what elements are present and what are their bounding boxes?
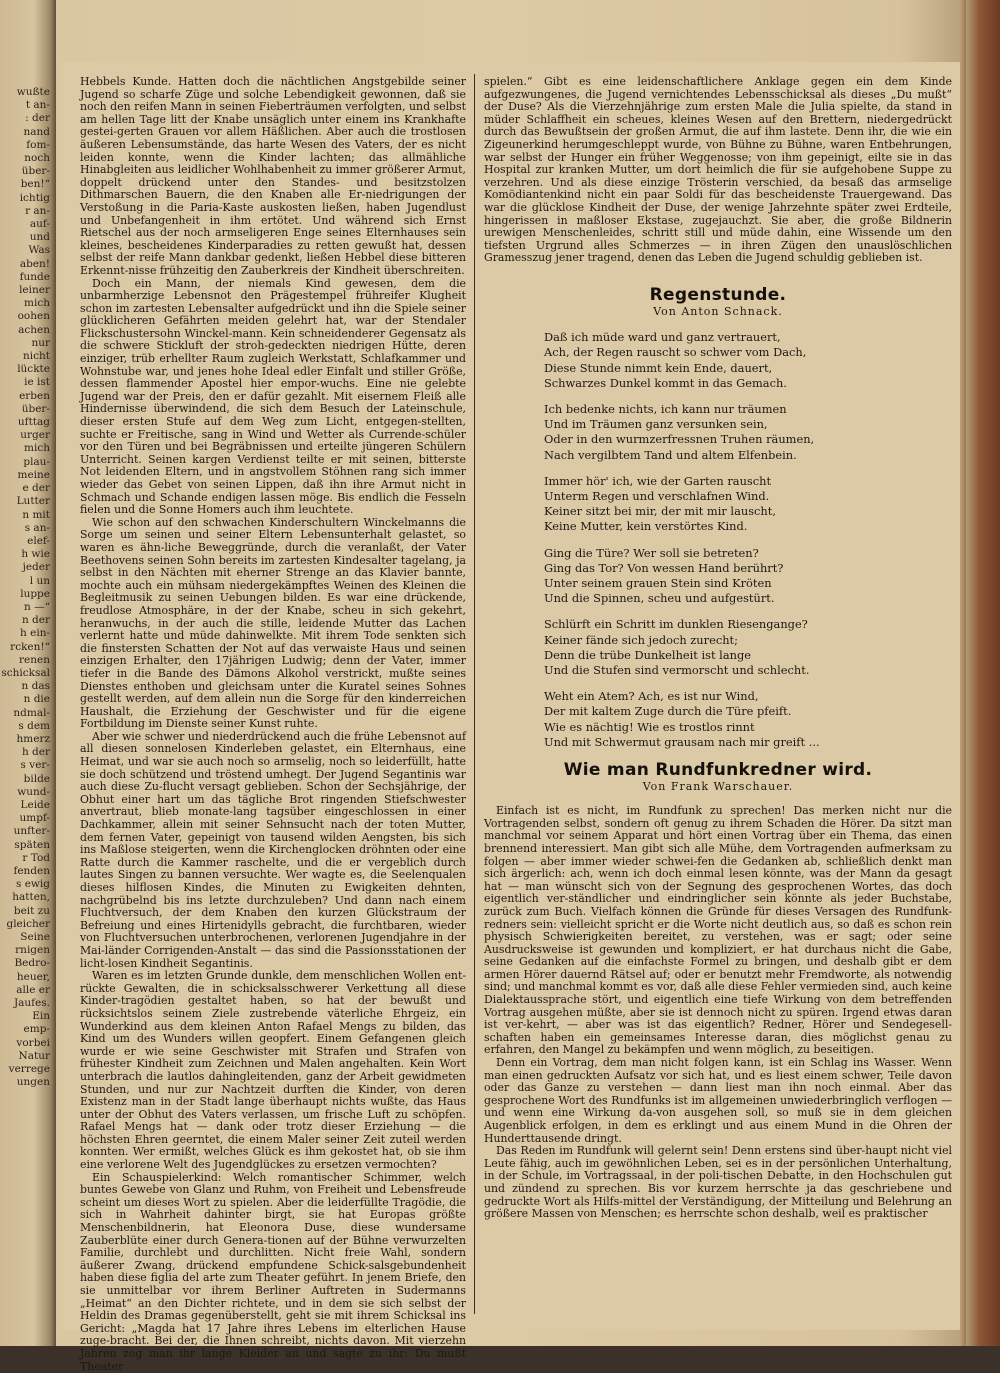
poem-title: Regenstunde. bbox=[649, 284, 787, 305]
gutter-line: achen bbox=[18, 323, 50, 336]
poem-line: Schwarzes Dunkel kommt in das Gemach. bbox=[544, 375, 787, 390]
gutter-line: beit zu bbox=[13, 904, 50, 917]
gutter-line: Leide bbox=[20, 798, 50, 811]
gutter-line: gleicher bbox=[6, 917, 50, 930]
gutter-line: lückte bbox=[17, 363, 50, 376]
adjacent-page-margin bbox=[0, 0, 56, 1346]
poem-line: Nach vergilbtem Tand und altem Elfenbein. bbox=[544, 447, 797, 462]
poem-line: Weht ein Atem? Ach, es ist nur Wind, bbox=[544, 689, 759, 704]
poem-line: Ging das Tor? Von wessen Hand berührt? bbox=[544, 560, 784, 575]
gutter-line: mich bbox=[24, 442, 50, 455]
poem-line: Denn die trübe Dunkelheit ist lange bbox=[544, 647, 751, 662]
gutter-line: alle er bbox=[16, 983, 50, 996]
duse-continuation: spielen.“ Gibt es eine leidenschaftlichere Anklage gegen ein dem Kinde aufgezwungenes, die Jugend vernichtendes Lebensschicksal als dieses „Du mußt“ der Duse? Als die Vierzehnjährige zum ersten Male die Julia spielte, da stand in müder Schlaffheit ein scheues, kleines Wesen auf den Brettern, niedergedrückt durch das Bewußtsein der großen Armut, die auf ihm lastete. Denn ihr, die wie ein Zigeunerkind herumgeschleppt wurde, von Bühne zu Bühne, waren Entbehrungen, war selbst der Hunger ein früher Weggenosse; von ihm gepeinigt, eilte sie in das Hospital zur kranken Mutter, um dort heimlich die für sie aufgehobene Suppe zu verzehren. Und als diese einzige Trösterin verschied, da besaß das armselige Komödiantenkind nicht ein paar Soldi für das bescheidenste Trauergewand. Das war die glücklose Kindheit der Duse, der wenige Jahrzehnte später zwei Erdteile, hingerissen in maßloser Ekstase, zugejauchzt. Sie aber, die große Bildnerin urewigen Menschenleides, schritt still und müde dahin, eine Wissende um den tiefsten Urgrund alles Schmerzes — in ihren Zügen den unauslöschlichen Gramesszug jener tragend, denen das Leben die Jugend schuldig geblieben ist. bbox=[484, 75, 952, 265]
gutter-line: nur bbox=[31, 336, 50, 349]
gutter-line: späten bbox=[14, 838, 50, 851]
gutter-line: Was bbox=[28, 244, 50, 257]
left-paragraph: Hebbels Kunde. Hatten doch die nächtlichen Angstgebilde seiner Jugend so scharfe Züge und solche Lebendigkeit gewonnen, daß sie noch den reifen Mann in seinen Fieberträumen verfolgten, und selbst am hellen Tage litt der Knabe unsäglich unter einem ins Krankhafte gestei-gerten Grauen vor allem Häßlichen. Aber auch die trostlosen äußeren Lebensumstände, das harte Wesen des Vaters, der es nicht leiden konnte, wenn die Kinder lachten; das allmähliche Hinabgleiten aus leidlicher Wohlhabenheit zu immer größerer Armut, doppelt drückend unter den Standes- und besitzstolzen Dithmarschen Bauern, die den Knaben alle Er-niedrigungen der Verstoßung in die Paria-Kaste auskosten ließen, haben Jugendlust und Unbefangenheit in ihm ertötet. Und während sich Ernst Rietschel aus der noch armseligeren Enge seines Elternhauses sein kleines, bescheidenes Kinderparadies zu retten gewußt hat, dessen selbst der reife Mann dankbar gedenkt, ließen Hebbel diese bitteren Erkennt-nisse frühzeitig den Zauberkreis der Kindheit überschreiten. bbox=[80, 75, 466, 277]
gutter-line: leiner bbox=[19, 284, 50, 297]
gutter-line: ndmal- bbox=[13, 706, 50, 719]
left-paragraph: Aber wie schwer und niederdrückend auch die frühe Lebensnot auf all diesen sonnelosen Kinderleben gelastet, ein Elternhaus, eine Heimat, und war sie auch noch so armselig, noch so leiderfüllt, hatte sie doch schützend und tröstend umhegt. Der Jugend Segantinis war auch diese Zu-flucht versagt geblieben. Schon der Sechsjährige, der Obhut einer hart um das tägliche Brot ringenden Stiefschwester anvertraut, blieb monate-lang tagsüber eingeschlossen in einer Dachkammer, allein mit seiner Sehnsucht nach der toten Mutter, dem fernen Vater, gepeinigt von tausend wilden Aengsten, bis sich ins Maßlose steigerten, wenn die Kirchenglocken dröhnten oder eine Ratte durch die Kammer raschelte, und die er vergeblich durch lautes Singen zu bannen versuchte. Wer wagte es, die Seelenqualen dieses hilflosen Kindes, die Minuten zu Ewigkeiten dehnten, nachgrübelnd bis ins letzte durchzuleben? Und dann nach einem Fluchtversuch, der dem Knaben den kurzen Glückstraum der Befreiung und eines Hirtenidylls gebracht, die furchtbaren, wieder von Fluchtversuchen unterbrochenen, verlorenen Jugendjahre in der Mai-länder Corrigenden-Anstalt — das sind die Passionsstationen der licht-losen Kindheit Segantinis. bbox=[80, 729, 466, 970]
poem-line: Und die Spinnen, scheu und aufgestürt. bbox=[544, 591, 775, 606]
gutter-line: l un bbox=[29, 574, 50, 587]
article-paragraph: Denn ein Vortrag, dem man nicht folgen kann, ist ein Schlag ins Wasser. Wenn man einen gedruckten Aufsatz vor sich hat, und es liest einem schwer, Teile davon oder das Ganze zu verstehen — dann liest man ihn noch einmal. Aber das gesprochene Wort des Rundfunks ist im allgemeinen unwiederbringlich verflogen — und wenn eine Wirkung da-von ausgehen soll, so muß sie in dem gleichen Augenblick erfolgen, in dem es erklingt und aus einem Mund in die Ohren der Hunderttausende dringt. bbox=[484, 1056, 952, 1145]
gutter-line: wund- bbox=[17, 785, 50, 798]
left-paragraph: Ein Schauspielerkind: Welch romantischer Schimmer, welch buntes Gewebe von Glanz und Ruhm, von Freiheit und Lebensfreude scheint um dieses Wort zu spielen. Aber die leiderfüllte Tragödie, die sich in Wahrheit dahinter birgt, sie hat Europas größte Menschenbildnerin, hat Eleonora Duse, diese wundersame Zauberblüte einer durch Genera-tionen auf der Bühne verwurzelten Familie, durchlebt und durchlitten. Nicht freie Wahl, sondern äußerer Zwang, drückend empfundene Schick-salsgebundenheit haben diese figlia del arte zum Theater geführt. In jenem Briefe, den sie unmittelbar vor ihrem Berliner Auftreten in Sudermanns „Heimat“ an den Dichter richtete, und in dem sie sich selbst der Heldin des Dramas gegenüberstellt, geht sie mit ihrem Schicksal ins Gericht: „Magda hat 17 Jahre ihres Lebens im elterlichen Hause zuge-bracht. Bei der, die Ihnen schreibt, nichts davon. Mit vierzehn Jahren zog man ihr lange Kleider an und sagte zu ihr: Du mußt Theater bbox=[80, 1170, 466, 1373]
gutter-line: s an- bbox=[24, 521, 50, 534]
left-paragraph: Waren es im letzten Grunde dunkle, dem menschlichen Wollen ent-rückte Gewalten, die in schicksalsschwerer Verkettung all diese Kinder-tragödien gestaltet haben, so hat der bewußt und rücksichtslos seinem Ziele zustrebende väterliche Ehrgeiz, ein Wunderkind aus dem kleinen Anton Rafael Mengs zu bilden, das Kind um des Wunders willen geopfert. Einem Gefangenen gleich wurde er wie seine Geschwister mit Strafen und Strafen von frühester Kindheit zum Zeichnen und Malen angehalten. Kein Wort unterbrach die lautlos dahingleitenden, ganz der Arbeit gewidmeten Stunden, und nur zur Nachtzeit durften die Kinder, von deren Existenz man in der Stadt lange überhaupt nichts wußte, das Haus unter der Obhut des Vaters verlassen, um frische Luft zu schöpfen. Rafael Mengs hat — dank oder trotz dieser Erziehung — die höchsten Ehren geerntet, die einem Maler seiner Zeit zuteil werden konnten. Wer ermißt, welches Glück es ihm gekostet hat, ob sie ihm eine verlorene Welt des Jugendglückes zu ersetzen vermochten? bbox=[80, 969, 466, 1172]
article-author: Von Frank Warschauer. bbox=[642, 779, 794, 793]
gutter-line: Jaufes. bbox=[13, 997, 50, 1010]
gutter-line: n mit bbox=[22, 508, 50, 521]
poem-line: Keiner sitzt bei mir, der mit mir lauscht, bbox=[544, 504, 776, 519]
gutter-line: über- bbox=[21, 402, 50, 415]
right-column bbox=[484, 76, 952, 1221]
gutter-line: ufttag bbox=[17, 416, 50, 429]
gutter-line: Bedro- bbox=[14, 957, 50, 970]
gutter-line: schicksal bbox=[1, 666, 50, 679]
poem-line: Immer hör' ich, wie der Garten rauscht bbox=[544, 473, 772, 488]
poem-stanza bbox=[544, 546, 952, 607]
gutter-line: plau- bbox=[23, 455, 50, 468]
gutter-line: e der bbox=[22, 482, 50, 495]
poem-line: Und im Träumen ganz versunken sein, bbox=[544, 417, 768, 432]
gutter-line: emp- bbox=[23, 1023, 50, 1036]
poem-line: Keiner fände sich jedoch zurecht; bbox=[544, 632, 738, 647]
gutter-line: n —“ bbox=[24, 600, 50, 613]
gutter-line: t an- bbox=[25, 99, 50, 112]
gutter-line: über- bbox=[21, 165, 50, 178]
gutter-line: fenden bbox=[13, 864, 50, 877]
poem-author: Von Anton Schnack. bbox=[653, 304, 783, 318]
gutter-line: wußte bbox=[16, 86, 50, 98]
gutter-line: unfter- bbox=[13, 825, 50, 838]
gutter-line: vorbei bbox=[16, 1036, 50, 1049]
poem-stanza bbox=[544, 474, 952, 535]
gutter-line: und bbox=[29, 231, 50, 244]
gutter-line: mich bbox=[24, 297, 50, 310]
article-paragraph: Das Reden im Rundfunk will gelernt sein! Denn erstens sind über-haupt nicht viel Leute fähig, auch im gewöhnlichen Leben, sei es in der persönlichen Unterhaltung, in der Schule, im Vortragssaal, in der poli-tischen Debatte, in den Hochschulen gut und zündend zu sprechen. Bis vor kurzem herrschte ja das geschriebene und gedruckte Wort als Hilfs-mittel der Verständigung, der Mitteilung und Belehrung an größere Massen von Menschen; es herrschte schon deshalb, weil es praktischer bbox=[484, 1144, 952, 1221]
poem-line: Oder in den wurmzerfressnen Truhen räumen, bbox=[544, 432, 815, 447]
poem-line: Unter seinem grauen Stein sind Kröten bbox=[544, 575, 772, 590]
gutter-line: meine bbox=[17, 468, 50, 481]
gutter-line: jeder bbox=[22, 561, 50, 574]
gutter-line: Seine bbox=[20, 931, 50, 943]
gutter-line: s dem bbox=[18, 719, 50, 732]
gutter-line: noch bbox=[24, 152, 50, 165]
gutter-line: umpf- bbox=[19, 812, 50, 825]
gutter-line: luppe bbox=[20, 587, 50, 600]
article-paragraph: Einfach ist es nicht, im Rundfunk zu sprechen! Das merken nicht nur die Vortragenden selbst, sondern oft genug zu ihrem Schaden die Hörer. Da sitzt man manchmal vor seinem Apparat und hört einen Vortrag über ein Thema, das einen brennend interessiert. Man gibt sich alle Mühe, dem Vortragenden aufmerksam zu folgen — aber immer wieder schwei-fen die Gedanken ab, schließlich denkt man sich ärgerlich: ach, wenn ich doch einmal lesen könnte, was der Mann da gesagt hat — man wünscht sich von der Segnung des gesprochenen Wortes, das doch eigentlich ver-ständlicher und eindringlicher sein könnte als jeder Buchstabe, zurück zum Buch. Vielfach können die Gründe für dieses Versagen des Rundfunk-redners sein: vielleicht spricht er die Worte nicht deutlich aus, so daß es schon rein physisch Schwierigkeiten bereitet, zu verstehen, was er sagt; oder seine Ausdrucksweise ist gewunden und kompliziert, er hat durchaus nicht die Gabe, seine Gedanken auf die einfachste Formel zu bringen, und deshalb gibt er dem armen Hörer dauernd Rätsel auf; oder er benutzt mehr Fremdworte, als notwendig sind; und manchmal kommt es vor, daß alle diese Fehler vermieden sind, auch keine Dialektaussprache stört, und eigentlich eine tiefe Wirkung von dem betreffenden Vortrag ausgehen müßte, aber sie ist dennoch nicht zu spüren. Irgend etwas daran ist ver-kehrt, — aber was ist das eigentlich? Redner, Hörer und Sendegesell-schaften haben ein gemeinsames Interesse daran, dies möglichst genau zu erfahren, den Mangel zu bekämpfen und wenn möglich, zu beseitigen. bbox=[484, 804, 952, 1057]
gutter-line: h der bbox=[21, 746, 50, 759]
poem-line: Schlürft ein Schritt im dunklen Riesengange? bbox=[544, 617, 808, 632]
gutter-line: ie ist bbox=[24, 376, 50, 389]
gutter-line: renen bbox=[19, 653, 50, 666]
gutter-line: Ein bbox=[32, 1010, 50, 1023]
gutter-line: n die bbox=[23, 693, 50, 706]
poem-line: Ich bedenke nichts, ich kann nur träumen bbox=[544, 401, 787, 416]
gutter-line: r an- bbox=[25, 204, 50, 217]
poem-line: Ging die Türe? Wer soll sie betreten? bbox=[544, 545, 759, 560]
poem-stanza bbox=[544, 402, 952, 463]
article-title: Wie man Rundfunkredner wird. bbox=[563, 759, 873, 780]
gutter-line: aben! bbox=[19, 257, 50, 270]
gutter-line: fom- bbox=[26, 138, 50, 151]
gutter-line: urger bbox=[20, 429, 50, 442]
poem-line: Und mit Schwermut grausam nach mir greift ... bbox=[544, 734, 820, 749]
gutter-line: nand bbox=[23, 125, 50, 138]
gutter-line: auf- bbox=[29, 218, 50, 231]
poem-line: Daß ich müde ward und ganz vertrauert, bbox=[544, 330, 781, 345]
gutter-line: r Tod bbox=[22, 851, 50, 864]
gutter-line: ungen bbox=[16, 1076, 50, 1089]
gutter-line: bilde bbox=[23, 772, 50, 785]
left-paragraph: Doch ein Mann, der niemals Kind gewesen, dem die unbarmherzige Lebensnot den Prägestempel frühreifer Klugheit schon im zartesten Lebensalter aufgedrückt und ihn die Spiele seiner glücklicheren Gefährten meiden gelehrt hat, war der Stendaler Flickschustersohn Winckel-mann. Kein schneidenderer Gegensatz als die schwere Stickluft der stroh-gedeckten niedrigen Hütte, deren einziger, trüb erhellter Raum zugleich Werkstatt, Schlafkammer und Wohnstube war, und jenes hohe Ideal edler Einfalt und stiller Größe, dessen flammender Apostel hier empor-wuchs. Eine nie gelebte Jugend war der Preis, den er dafür gezahlt. Mit eisernem Fleiß alle Hindernisse überwindend, die sich dem Besuch der Lateinschule, dieser ersten Stufe auf dem Weg zum Licht, entgegen-stellten, suchte er Freitische, sang in Wind und Wetter als Currende-schüler vor den Türen und bei Begräbnissen und erteilte jüngeren Schülern Unterricht. Seinen kargen Verdienst teilte er mit seinen, bitterste Not leidenden Eltern, und in angstvollem Stöhnen rang sich immer wieder das Gebet von seinen Lippen, daß ihn ihre Armut nicht in Schmach und Schande endigen lassen möge. Bis endlich die Fesseln fielen und die Sonne Homers auch ihm leuchtete. bbox=[80, 276, 466, 517]
gutter-line: erben bbox=[19, 389, 50, 402]
gutter-line: rcken!“ bbox=[10, 640, 50, 653]
poem-stanza bbox=[544, 617, 952, 678]
gutter-line: n der bbox=[21, 614, 50, 627]
gutter-line: hatten, bbox=[12, 891, 50, 904]
gutter-line: ichtig bbox=[19, 191, 50, 204]
poem-line: Ach, der Regen rauscht so schwer vom Dach, bbox=[544, 345, 807, 360]
gutter-line: nicht bbox=[23, 350, 50, 363]
left-paragraph: Wie schon auf den schwachen Kinderschultern Winckelmanns die Sorge um seinen und seiner Eltern Lebensunterhalt gelastet, so waren es ähn-liche Beweggründe, durch die veranlaßt, der Vater Beethovens seinen Sohn bereits im zartesten Kindesalter tagelang, ja selbst in den Nächten mit eherner Strenge an das Klavier bannte, mochte auch ein mühsam niedergekämpftes Weinen des Kleinen die Begleitmusik zu seinen Uebungen bilden. Es war eine drückende, freudlose Atmosphäre, in der der Knabe, scheu in sich gekehrt, heranwuchs, in der auch die stille, leidende Mutter das Lachen verlernt hatte und müde dahinwelkte. Mit ihrem Tode senkten sich die finstersten Schatten der Not auf das verwaiste Haus und seinen einzigen Erhalter, den 17jährigen Ludwig; denn der Vater, immer tiefer in die Bande des Dämons Alkohol verstrickt, mußte seines Dienstes enthoben und gleichsam unter die Kuratel seines Sohnes gestellt werden, auf dem allein nun die Sorge für den kinderreichen Haushalt, die Erziehung der Geschwister und für die eigene Fortbildung im Dienste seiner Kunst ruhte. bbox=[80, 515, 466, 731]
gutter-line: oohen bbox=[17, 310, 50, 323]
gutter-line: h ein- bbox=[20, 627, 50, 640]
adjacent-page-text bbox=[0, 0, 56, 1089]
gutter-line: Lutter bbox=[16, 495, 50, 508]
gutter-line: n das bbox=[21, 680, 50, 693]
gutter-line: s ver- bbox=[20, 759, 50, 772]
poem-line: Und die Stufen sind vermorscht und schlecht. bbox=[544, 662, 810, 677]
gutter-line: hmerz bbox=[16, 732, 50, 745]
poem-stanza bbox=[544, 689, 952, 750]
poem-line: Unterm Regen und verschlafnen Wind. bbox=[544, 488, 770, 503]
poem-stanza bbox=[544, 330, 952, 391]
gutter-line: h wie bbox=[21, 548, 50, 561]
gutter-line: Natur bbox=[18, 1049, 50, 1062]
gutter-line: elef- bbox=[27, 534, 50, 547]
gutter-line: rnigen bbox=[15, 944, 50, 957]
column-rule bbox=[474, 74, 475, 1314]
gutter-line: verrege bbox=[8, 1063, 50, 1076]
book-edge bbox=[966, 0, 1000, 1346]
poem-body bbox=[544, 330, 952, 750]
gutter-line: ben!“ bbox=[20, 178, 50, 191]
newspaper-page bbox=[60, 62, 960, 1373]
poem-line: Keine Mutter, kein verstörtes Kind. bbox=[544, 519, 748, 534]
gutter-line: funde bbox=[19, 270, 50, 283]
gutter-line: s ewig bbox=[15, 878, 50, 891]
poem-line: Wie es nächtig! Wie es trostlos rinnt bbox=[544, 719, 755, 734]
gutter-line: heuer, bbox=[16, 970, 50, 983]
gutter-line: : der bbox=[25, 112, 50, 125]
poem-line: Diese Stunde nimmt kein Ende, dauert, bbox=[544, 360, 773, 375]
left-column bbox=[80, 76, 466, 1373]
article-body bbox=[484, 805, 952, 1221]
poem-line: Der mit kaltem Zuge durch die Türe pfeift. bbox=[544, 704, 792, 719]
